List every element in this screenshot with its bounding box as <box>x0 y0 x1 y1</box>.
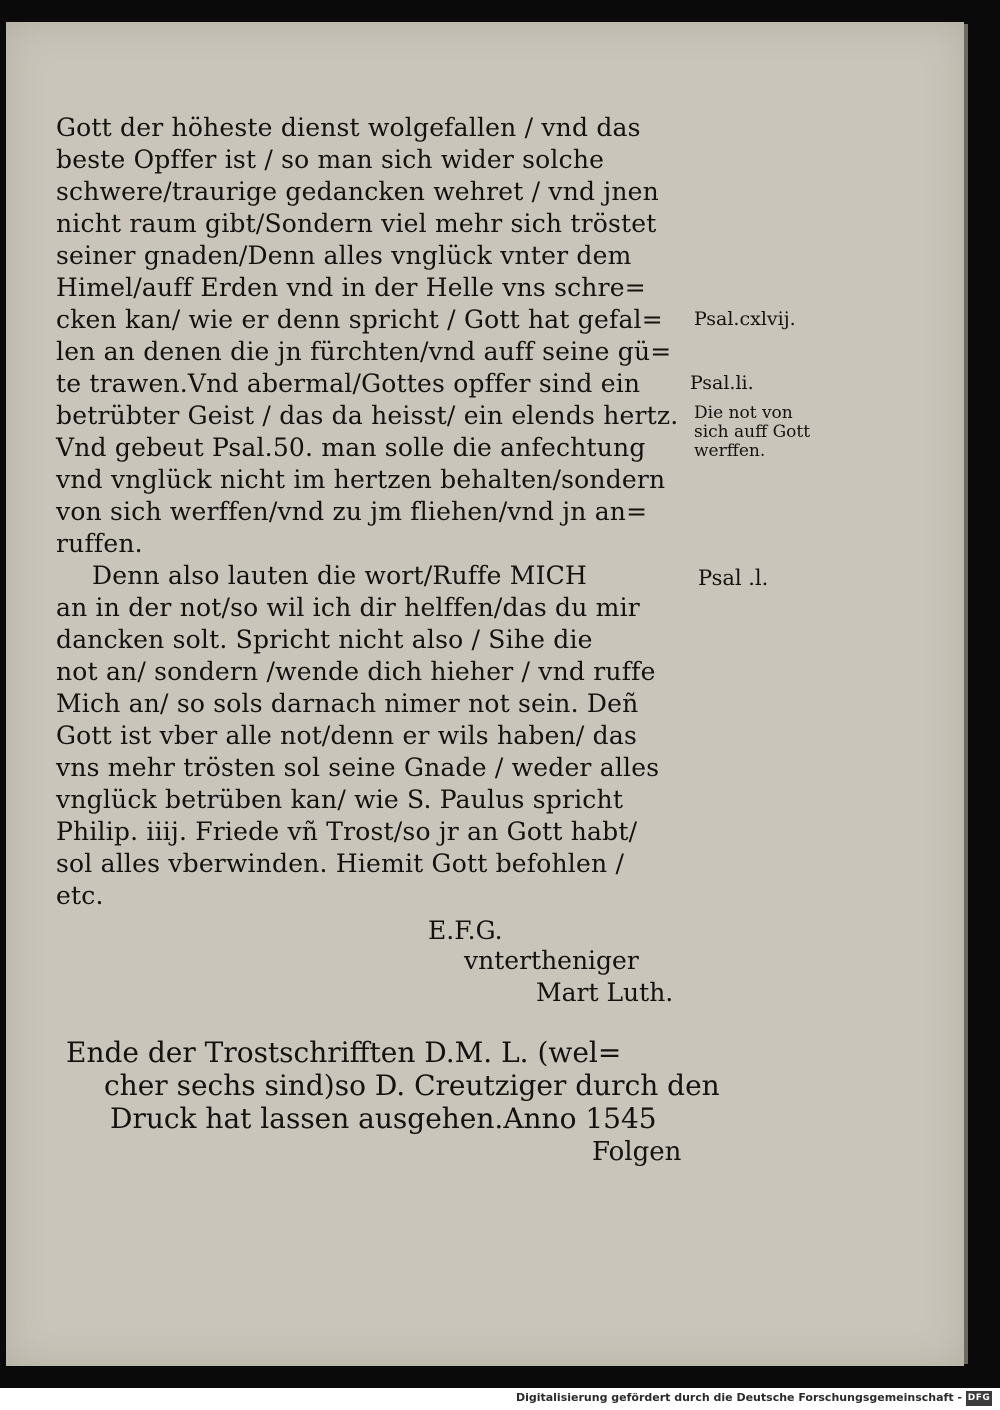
funding-notice: Digitalisierung gefördert durch die Deutsche Forschungsgemeinschaft - <box>515 1391 962 1404</box>
text-line: etc. <box>56 881 104 910</box>
text-line: Gott der höheste dienst wolgefallen / vnd das <box>56 113 641 142</box>
text-line: beste Opffer ist / so man sich wider solche <box>56 145 605 174</box>
text-line: len an denen die jn fürchten/vnd auff seine gü= <box>56 337 672 366</box>
text-line: sol alles vberwinden. Hiemit Gott befohlen / <box>56 849 625 878</box>
text-line: vnglück betrüben kan/ wie S. Paulus spricht <box>56 785 624 814</box>
margin-note-line: Die not von <box>694 403 793 423</box>
catchword: Folgen <box>592 1137 682 1167</box>
text-line: seiner gnaden/Denn alles vnglück vnter dem <box>56 241 632 270</box>
signature-author: Mart Luth. <box>536 978 674 1007</box>
margin-note-gloss <box>694 404 810 461</box>
colophon-line: cher sechs sind)so D. Creutziger durch den <box>104 1069 720 1102</box>
text-line: dancken solt. Spricht nicht also / Sihe die <box>56 625 593 654</box>
signature-humble: vntertheniger <box>464 946 639 975</box>
text-line: ruffen. <box>56 529 143 558</box>
text-line: Vnd gebeut Psal.50. man solle die anfechtung <box>56 433 646 462</box>
text-line: vnd vnglück nicht im hertzen behalten/sondern <box>56 465 666 494</box>
text-line: an in der not/so wil ich dir helffen/das du mir <box>56 593 640 622</box>
funding-footer <box>0 1388 1000 1410</box>
text-line: Mich an/ so sols darnach nimer not sein. Deñ <box>56 689 639 718</box>
body-text <box>56 112 706 912</box>
text-line: von sich werffen/vnd zu jm fliehen/vnd jn an= <box>56 497 648 526</box>
page-edge <box>964 24 968 1364</box>
text-line: betrübter Geist / das da heisst/ ein elends hertz. <box>56 401 679 430</box>
text-line: Himel/auff Erden vnd in der Helle vns schre= <box>56 273 646 302</box>
text-line: cken kan/ wie er denn spricht / Gott hat gefal= <box>56 305 663 334</box>
colophon <box>66 1036 720 1135</box>
text-line: Philip. iiij. Friede vñ Trost/so jr an Gott habt/ <box>56 817 638 846</box>
signature-salutation: E.F.G. <box>428 916 503 945</box>
text-line: vns mehr trösten sol seine Gnade / weder alles <box>56 753 660 782</box>
margin-note-psalm-51: Psal.li. <box>690 372 754 394</box>
text-line: not an/ sondern /wende dich hieher / vnd ruffe <box>56 657 656 686</box>
dfg-logo-icon: DFG <box>966 1391 992 1406</box>
text-line: te trawen.Vnd abermal/Gottes opffer sind ein <box>56 369 641 398</box>
margin-note-psalm-147: Psal.cxlvij. <box>694 308 796 330</box>
text-line: Denn also lauten die wort/Ruffe MICH <box>92 561 587 590</box>
colophon-line: Ende der Trostschrifften D.M. L. (wel= <box>66 1036 622 1069</box>
text-line: nicht raum gibt/Sondern viel mehr sich tröstet <box>56 209 657 238</box>
text-line: Gott ist vber alle not/denn er wils haben/ das <box>56 721 637 750</box>
margin-note-psalm-50: Psal .l. <box>698 566 769 590</box>
text-line: schwere/traurige gedancken wehret / vnd jnen <box>56 177 659 206</box>
margin-note-line: werffen. <box>694 441 766 461</box>
margin-note-line: sich auff Gott <box>694 422 811 442</box>
colophon-line: Druck hat lassen ausgehen.Anno 1545 <box>110 1102 657 1135</box>
